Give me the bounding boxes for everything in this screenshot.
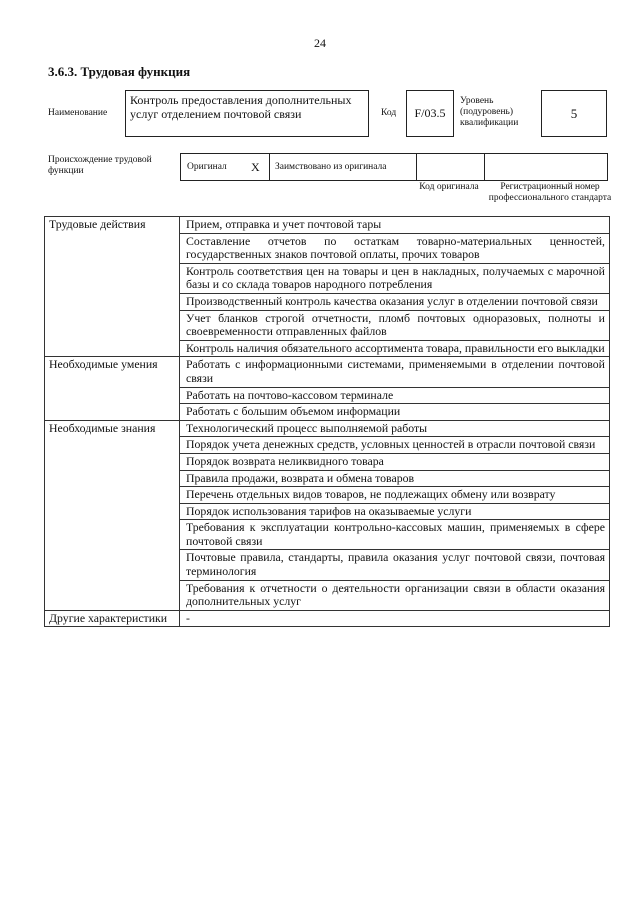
item-cell: Работать с информационными системами, применяемыми в отделении почтовой связи <box>180 357 610 387</box>
table-row <box>45 420 610 437</box>
item-cell: Технологический процесс выполняемой работы <box>180 420 610 437</box>
name-label: Наименование <box>48 108 108 118</box>
section-title: 3.6.3. Трудовая функция <box>48 64 191 79</box>
original-label: Оригинал <box>187 162 227 172</box>
table-row <box>45 217 610 234</box>
original-mark: X <box>251 159 260 174</box>
qualification-level-box: 5 <box>541 90 607 137</box>
item-cell: Порядок использования тарифов на оказываемые услуги <box>180 503 610 520</box>
level-label: Уровень (подуровень) квалификации <box>460 96 519 128</box>
reg-number-caption: Регистрационный номер профессионального стандарта <box>488 182 612 203</box>
table-row <box>45 610 610 627</box>
item-cell: Требования к эксплуатации контрольно-кассовых машин, применяемых в сфере почтовой связи <box>180 520 610 550</box>
page-number: 24 <box>314 36 326 50</box>
code-label: Код <box>381 108 397 118</box>
category-cell: Необходимые умения <box>45 357 180 420</box>
item-cell: Контроль наличия обязательного ассортимента товара, правильности его выкладки <box>180 340 610 357</box>
item-cell: Работать на почтово-кассовом терминале <box>180 387 610 404</box>
item-cell: Требования к отчетности о деятельности организации связи в области оказания дополнительных услуг <box>180 580 610 610</box>
item-cell: Правила продажи, возврата и обмена товаров <box>180 470 610 487</box>
item-cell: Контроль соответствия цен на товары и цен в накладных, получаемых с марочной базы и со склада товаров народного потребления <box>180 263 610 293</box>
category-cell: Необходимые знания <box>45 420 180 610</box>
item-cell: Учет бланков строгой отчетности, пломб почтовых одноразовых, полноты и своевременности отправленных файлов <box>180 310 610 340</box>
category-cell: Трудовые действия <box>45 217 180 357</box>
category-cell: Другие характеристики <box>45 610 180 627</box>
labor-function-table <box>44 216 610 627</box>
item-cell: Работать с большим объемом информации <box>180 404 610 421</box>
item-cell: Почтовые правила, стандарты, правила оказания услуг почтовой связи, почтовая терминология <box>180 550 610 580</box>
borrowed-label: Заимствовано из оригинала <box>275 162 387 172</box>
item-cell: Порядок учета денежных средств, условных ценностей в отрасли почтовой связи <box>180 437 610 454</box>
function-code-box: F/03.5 <box>406 90 454 137</box>
function-name-box: Контроль предоставления дополнительных услуг отделением почтовой связи <box>125 90 369 137</box>
item-cell: Перечень отдельных видов товаров, не подлежащих обмену или возврату <box>180 487 610 504</box>
origin-table <box>180 153 608 181</box>
item-cell: Производственный контроль качества оказания услуг в отделении почтовой связи <box>180 293 610 310</box>
origin-label: Происхождение трудовой функции <box>48 155 152 176</box>
item-cell: Порядок возврата неликвидного товара <box>180 453 610 470</box>
table-row <box>45 357 610 387</box>
item-cell: Составление отчетов по остаткам товарно-материальных ценностей, государственных знаков почтовой оплаты, прочих товаров <box>180 233 610 263</box>
code-original-caption: Код оригинала <box>419 182 479 192</box>
item-cell: - <box>180 610 610 627</box>
item-cell: Прием, отправка и учет почтовой тары <box>180 217 610 234</box>
